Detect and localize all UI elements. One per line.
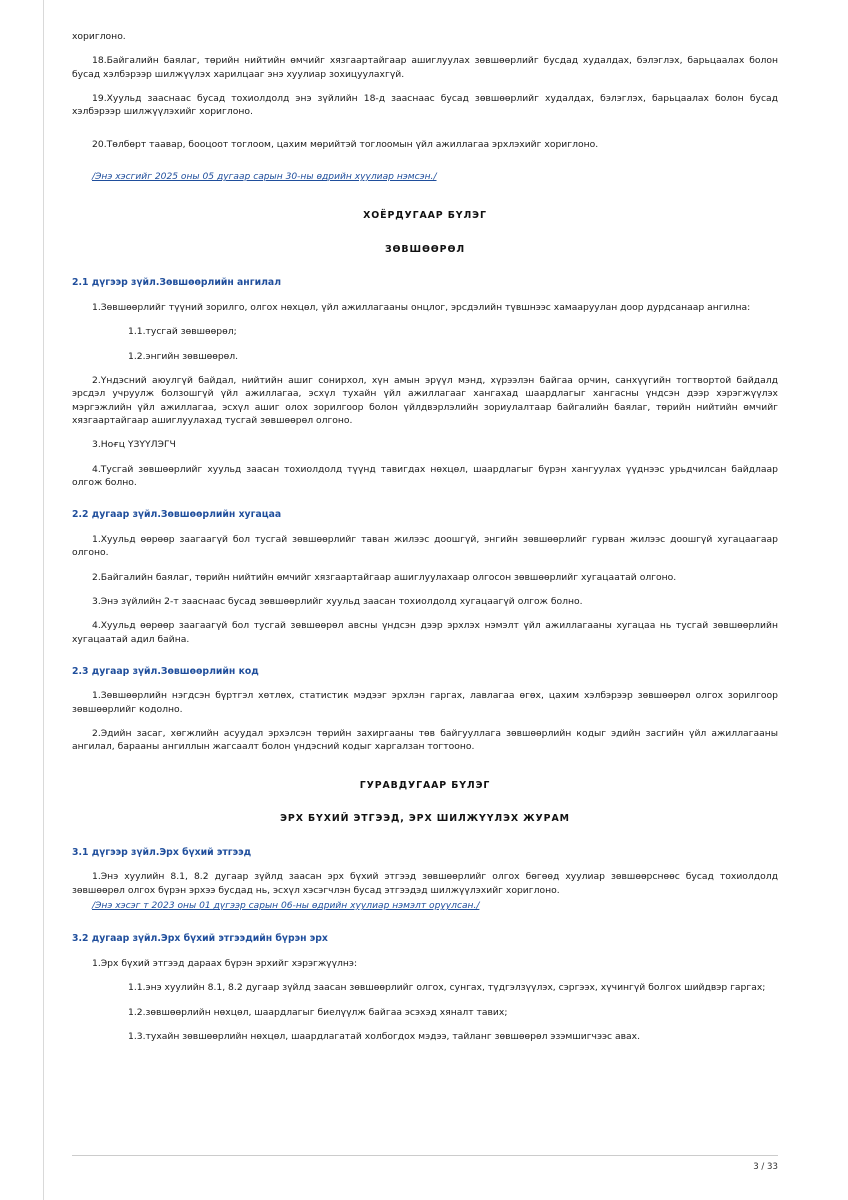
paragraph-continuation: хориглоно. (72, 31, 126, 42)
section-3-1-title: 3.1 дүгээр зүйл.Эрх бүхий этгээд (72, 847, 252, 859)
paragraph-20: 20.Төлбөрт таавар, бооцоот тоглоом, цахим мөрийтэй тоглоомын үйл ажиллагаа эрхлэхийг хориглоно. (92, 138, 599, 150)
section-3-2-subitem-1-1: 1.1.энэ хуулийн 8.1, 8.2 дугаар зүйлд заасан зөвшөөрлийг олгох, сунгах, түдгэлзүүлэх, сэргээх, хүчингүй болгох шийдвэр гаргах; (128, 982, 766, 994)
chapter-two-subheading: ЗӨВШӨӨРӨЛ (384, 243, 466, 255)
spacer (72, 162, 778, 170)
section-2-1-paragraph-2: 2.Үндэсний аюулгүй байдал, нийтийн ашиг сонирхол, хүн амын эрүүл мэнд, хүрээлэн байгаа орчин, санхүүгийн тогтвортой байдалд эрсдэл учруулж болзошгүй үйл ажиллагаа, эсхүл тухайн үйл ажиллагааг хангахад шаардлагыг хангасны үндсэн дээр хэрэгжүүлэх мэргэжлийн үйл ажиллагаа, эсхүл ашиг олох зорилгоор болон үйлдвэрлэлийн зориулалтаар байгалийн баялаг, төрийн нийтийн өмчийг хязгаартайгаар ашиглуулахад тусгай зөвшөөрөл олгоно. (72, 374, 778, 427)
spacer (72, 765, 778, 779)
section-3-2-subitem-1-3: 1.3.тухайн зөвшөөрлийн нөхцөл, шаардлагатай холбогдох мэдээ, тайланг зөвшөөрөл эзэмшигчээс авах. (128, 1030, 641, 1042)
section-2-1-paragraph-4: 4.Тусгай зөвшөөрлийг хуульд заасан тохиолдолд түүнд тавигдах нөхцөл, шаардлагыг бүрэн хангуулах үүднээс урьдчилсан байдлаар олгож болно. (72, 463, 778, 489)
spacer (72, 924, 778, 932)
amendment-note-2-text: /Энэ хэсэг т 2023 оны 01 дүгээр сарын 06-ны өдрийн хуулиар нэмэлт оруулсан./ (92, 901, 480, 912)
section-3-2-paragraph-1: 1.Эрх бүхий этгээд дараах бүрэн эрхийг хэрэгжүүлнэ: (92, 957, 358, 969)
page-left-margin-rule (43, 0, 44, 1200)
spacer (72, 657, 778, 665)
section-3-2-title: 3.2 дугаар зүйл.Эрх бүхий этгээдийн бүрэн эрх (72, 933, 328, 945)
section-2-2-paragraph-1: 1.Хуульд өөрөөр заагаагүй бол тусгай зөвшөөрлийг таван жилээс доошгүй, энгийн зөвшөөрлийг гурван жилээс доошгүй хугацаагаар олгоно. (72, 533, 778, 559)
chapter-two-heading: ХОЁРДУГААР БҮЛЭГ (363, 210, 487, 222)
section-2-3-title: 2.3 дугаар зүйл.Зөвшөөрлийн код (72, 665, 259, 677)
amendment-note-1 (72, 170, 778, 184)
section-3-1-paragraph-1: 1.Энэ хуулийн 8.1, 8.2 дугаар зүйлд заасан эрх бүхий этгээд зөвшөөрлийг олгох бөгөөд хуулиар зөвшөөрснөөс бусад тохиолдолд зөвшөөрөл олгох бүрэн эрхээ бусдад нь, эсхүл хэсэгчлэн бусад этгээдэд шилжүүлэхийг хориглоно. (72, 871, 778, 896)
section-2-2-paragraph-2: 2.Байгалийн баялаг, төрийн нийтийн өмчийг хязгаартайгаар ашиглуулахаар олгосон зөвшөөрлийг хугацаатай олгоно. (92, 571, 677, 583)
section-2-1-subitem-1-2: 1.2.энгийн зөвшөөрөл. (128, 350, 239, 362)
spacer (72, 195, 778, 209)
page-number: 3 / 33 (753, 1162, 778, 1172)
spacer (72, 792, 778, 812)
amendment-note-1-text: /Энэ хэсгийг 2025 оны 05 дугаар сарын 30-ны өдрийн хуулиар нэмсэн./ (92, 172, 437, 183)
paragraph-18: 18.Байгалийн баялаг, төрийн нийтийн өмчийг хязгаартайгаар ашиглуулах зөвшөөрлийг бусдад худалдах, бэлэглэх, барьцаалах болон бусад хэлбэрээр шилжүүлэх харилцааг энэ хуулиар зохицуулахгүй. (72, 55, 778, 80)
section-2-2-paragraph-4: 4.Хуульд өөрөөр заагаагүй бол тусгай зөвшөөрөл авсны үндсэн дээр эрхлэх нэмэлт үйл ажиллагааны хугацаа нь тусгай зөвшөөрлийн хугацаатай адил байна. (72, 620, 778, 645)
section-2-1-title: 2.1 дүгээр зүйл.Зөвшөөрлийн ангилал (72, 277, 281, 289)
section-2-2-paragraph-3: 3.Энэ зүйлийн 2-т зааснаас бусад зөвшөөрлийг хуульд заасан тохиолдолд хугацаагүй олгож болно. (92, 595, 583, 607)
section-2-3-paragraph-2: 2.Эдийн засаг, хөгжлийн асуудал эрхэлсэн төрийн захиргааны төв байгууллага зөвшөөрлийн кодыг эдийн засгийн үйл ажиллагааны ангилал, барааны ангиллын жагсаалт болон үндэсний кодыг харгалзан тогтооно. (72, 728, 778, 753)
amendment-note-2 (72, 899, 778, 913)
spacer (72, 130, 778, 138)
document-body (72, 30, 778, 1054)
section-2-3-paragraph-1: 1.Зөвшөөрлийн нэгдсэн бүртгэл хөтлөх, статистик мэдээг эрхлэн гаргах, лавлагаа өгөх, цахим хэлбэрээр зөвшөөрөл олгох зорилгоор зөвшөөрлийг кодолно. (72, 690, 778, 715)
chapter-three-subheading: ЭРХ БҮХИЙ ЭТГЭЭД, ЭРХ ШИЛЖҮҮЛЭХ ЖУРАМ (280, 813, 570, 825)
section-2-2-title: 2.2 дугаар зүйл.Зөвшөөрлийн хугацаа (72, 509, 282, 521)
spacer (72, 223, 778, 243)
section-2-1-subitem-1-1: 1.1.тусгай зөвшөөрөл; (128, 326, 237, 338)
section-3-2-subitem-1-2: 1.2.зөвшөөрлийн нөхцөл, шаардлагыг биелүүлж байгаа эсэхэд хяналт тавих; (128, 1006, 508, 1018)
spacer (72, 500, 778, 508)
footer-divider (72, 1155, 778, 1156)
paragraph-19: 19.Хуульд зааснаас бусад тохиолдолд энэ зүйлийн 18-д зааснаас бусад зөвшөөрлийг худалдах, бэлэглэх, барьцаалах болон бусад хэлбэрээр шилжүүлэхийг хориглоно. (72, 93, 778, 118)
section-2-1-paragraph-1: 1.Зөвшөөрлийг түүний зорилго, олгох нөхцөл, үйл ажиллагааны онцлог, эрсдэлийн түвшнээс хамааруулан доор дурдсанаар ангилна: (92, 301, 751, 313)
spacer (72, 826, 778, 846)
spacer (72, 256, 778, 276)
chapter-three-heading: ГУРАВДУГААР БҮЛЭГ (359, 779, 491, 791)
section-2-1-paragraph-3: 3.Ноғц ҮЗҮҮЛЭГЧ (92, 439, 176, 451)
